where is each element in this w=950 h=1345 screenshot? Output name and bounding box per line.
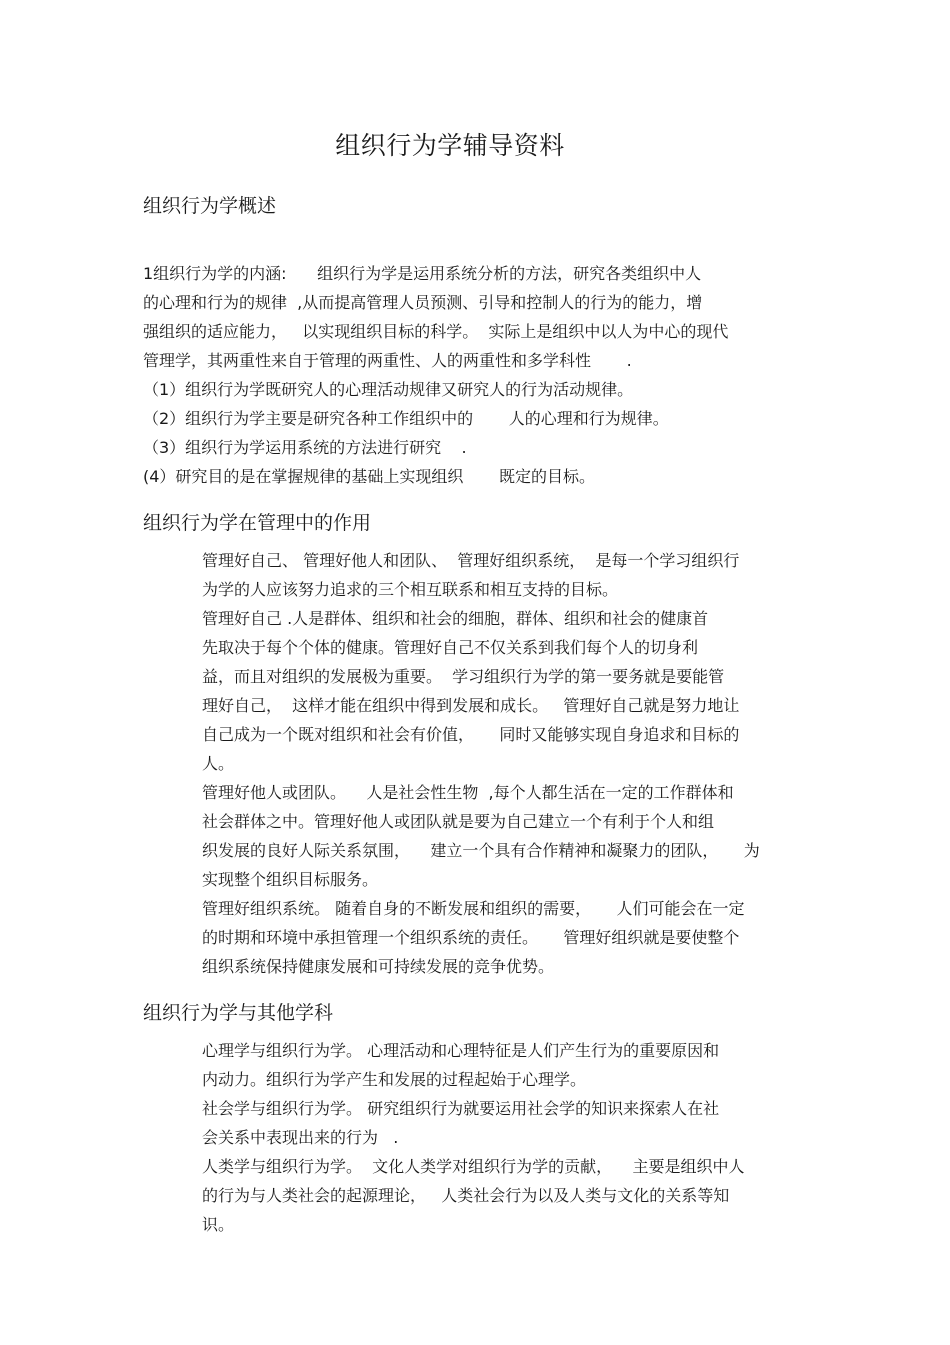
paragraph-line: 管理学，其两重性来自于管理的两重性、人的两重性和多学科性 .: [143, 351, 632, 370]
document-title: 组织行为学辅导资料: [335, 131, 565, 160]
paragraph-line: 的时期和环境中承担管理一个组织系统的责任。 管理好组织就是要使整个: [202, 928, 740, 947]
paragraph-line: 1组织行为学的内涵: 组织行为学是运用系统分析的方法，研究各类组织中人: [143, 264, 702, 283]
paragraph-line: 人类学与组织行为学。 文化人类学对组织行为学的贡献， 主要是组织中人: [202, 1157, 745, 1176]
list-item: （3）组织行为学运用系统的方法进行研究 .: [143, 438, 467, 457]
list-item: (4）研究目的是在掌握规律的基础上实现组织 既定的目标。: [143, 467, 596, 486]
paragraph-line: 社会群体之中。管理好他人或团队就是要为自己建立一个有利于个人和组: [202, 812, 715, 831]
paragraph-line: 的行为与人类社会的起源理论， 人类社会行为以及人类与文化的关系等知: [202, 1186, 730, 1205]
paragraph-line: 社会学与组织行为学。 研究组织行为就要运用社会学的知识来探索人在社: [202, 1099, 720, 1118]
paragraph-line: 管理好他人或团队。 人是社会性生物 ,每个人都生活在一定的工作群体和: [202, 783, 734, 802]
section-heading-other-disciplines: 组织行为学与其他学科: [143, 1002, 334, 1024]
list-item: （1）组织行为学既研究人的心理活动规律又研究人的行为活动规律。: [143, 380, 634, 399]
section-heading-role: 组织行为学在管理中的作用: [143, 512, 372, 534]
paragraph-line: 的心理和行为的规律 ,从而提高管理人员预测、引导和控制人的行为的能力，增: [143, 293, 703, 312]
paragraph-line: 强组织的适应能力， 以实现组织目标的科学。 实际上是组织中以人为中心的现代: [143, 322, 729, 341]
list-item: （2）组织行为学主要是研究各种工作组织中的 人的心理和行为规律。: [143, 409, 669, 428]
paragraph-line: 实现整个组织目标服务。: [202, 870, 379, 889]
paragraph-line: 管理好组织系统。 随着自身的不断发展和组织的需要， 人们可能会在一定: [202, 899, 745, 918]
paragraph-line: 管理好自己、 管理好他人和团队、 管理好组织系统， 是每一个学习组织行: [202, 551, 740, 570]
paragraph-line: 内动力。组织行为学产生和发展的过程起始于心理学。: [202, 1070, 587, 1089]
paragraph-line: 先取决于每个个体的健康。管理好自己不仅关系到我们每个人的切身利: [202, 638, 699, 657]
paragraph-line: 益，而且对组织的发展极为重要。 学习组织行为学的第一要务就是要能管: [202, 667, 725, 686]
paragraph-line: 为学的人应该努力追求的三个相互联系和相互支持的目标。: [202, 580, 619, 599]
paragraph-line: 心理学与组织行为学。 心理活动和心理特征是人们产生行为的重要原因和: [202, 1041, 720, 1060]
paragraph-line: 自己成为一个既对组织和社会有价值， 同时又能够实现自身追求和目标的: [202, 725, 740, 744]
paragraph-line: 人。: [202, 754, 235, 773]
paragraph-line: 识。: [202, 1215, 235, 1234]
paragraph-line: 织发展的良好人际关系氛围， 建立一个具有合作精神和凝聚力的团队， 为: [202, 841, 760, 860]
section-heading-overview: 组织行为学概述: [143, 195, 277, 217]
paragraph-line: 理好自己， 这样才能在组织中得到发展和成长。 管理好自己就是努力地让: [202, 696, 740, 715]
paragraph-line: 管理好自己 .人是群体、组织和社会的细胞，群体、组织和社会的健康首: [202, 609, 709, 628]
paragraph-line: 会关系中表现出来的行为 .: [202, 1128, 399, 1147]
paragraph-line: 组织系统保持健康发展和可持续发展的竞争优势。: [202, 957, 555, 976]
